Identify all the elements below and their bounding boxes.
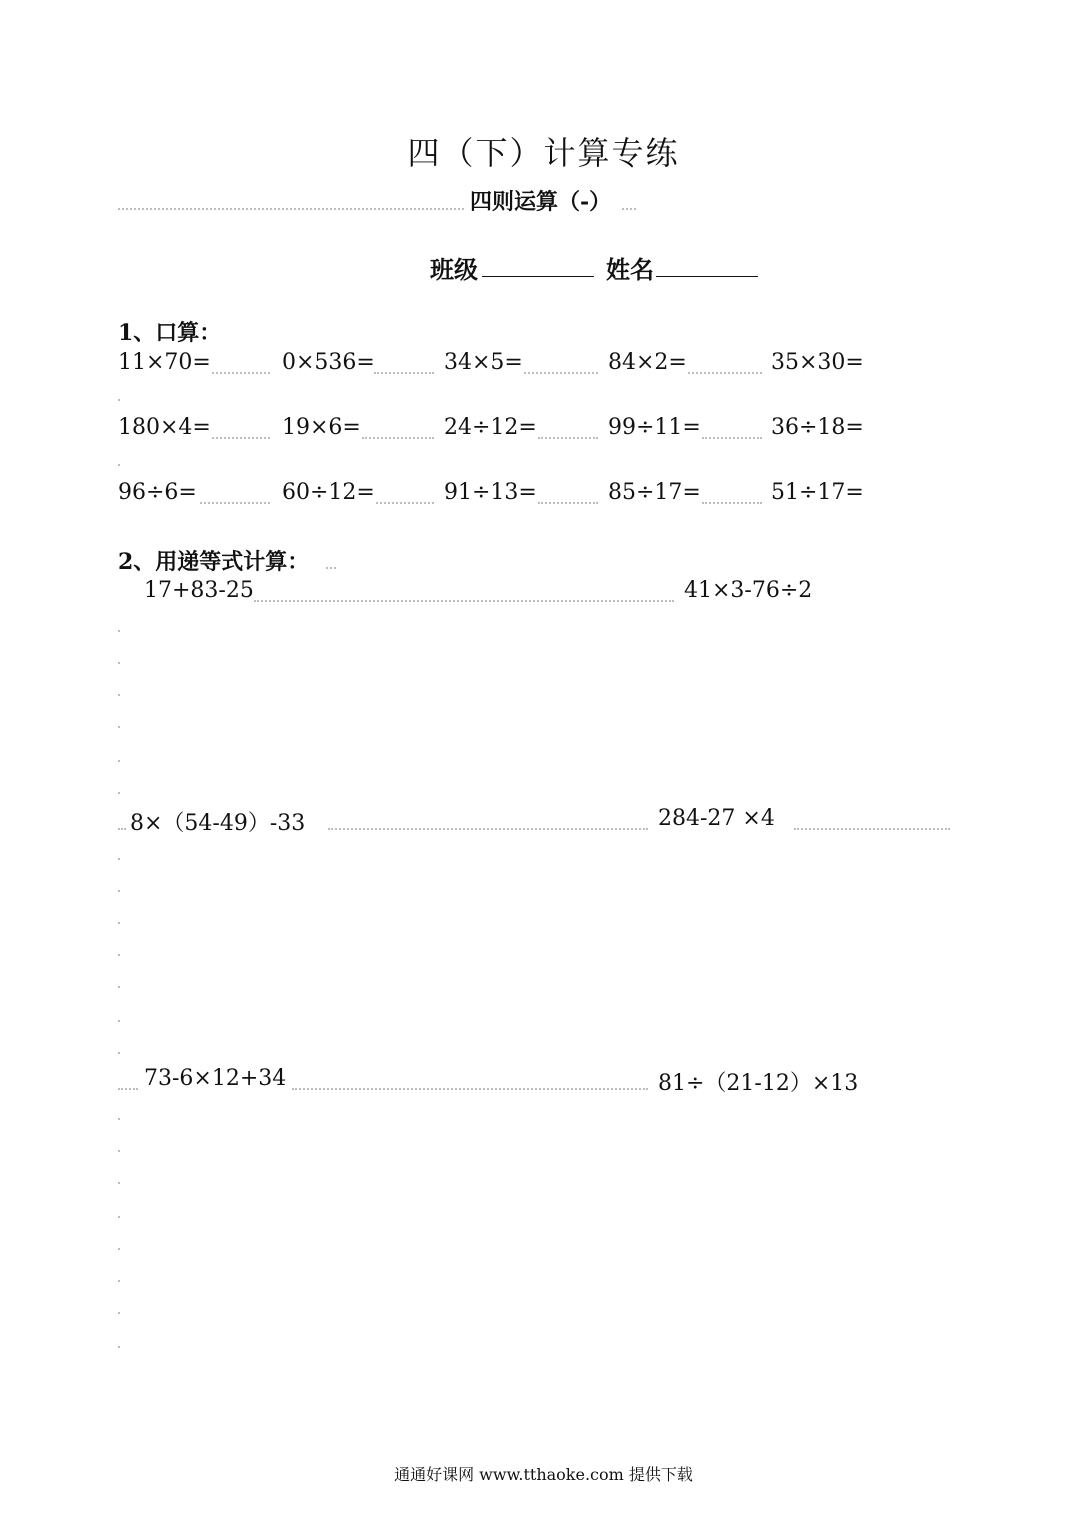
- calc-problem: 8×（54-49）-33: [130, 811, 306, 836]
- oral-item: 0×536=: [282, 350, 375, 375]
- page-footer: 通通好课网 www.tthaoke.com 提供下载: [394, 1465, 693, 1484]
- section1-heading: 1、口算：: [118, 320, 222, 346]
- calc-problem: 284-27 ×4: [658, 806, 775, 831]
- class-blank[interactable]: [482, 250, 594, 277]
- class-label: 班级: [430, 255, 478, 284]
- oral-item: 11×70=: [118, 350, 211, 375]
- oral-item: 85÷17=: [608, 480, 701, 505]
- dotted-leader: [622, 208, 636, 210]
- oral-item: 36÷18=: [771, 415, 864, 440]
- oral-item: 24÷12=: [444, 415, 537, 440]
- oral-item: 34×5=: [444, 350, 523, 375]
- worksheet-title: 四（下）计算专练: [407, 134, 680, 172]
- name-blank[interactable]: [656, 250, 758, 277]
- oral-item: 180×4=: [118, 415, 211, 440]
- oral-item: 84×2=: [608, 350, 687, 375]
- oral-item: 91÷13=: [444, 480, 537, 505]
- oral-item: 19×6=: [282, 415, 361, 440]
- calc-problem: 17+83-25: [144, 578, 254, 603]
- oral-item: 60÷12=: [282, 480, 375, 505]
- oral-item: 35×30=: [771, 350, 864, 375]
- calc-problem: 81÷（21-12）×13: [658, 1071, 859, 1096]
- oral-item: 99÷11=: [608, 415, 701, 440]
- worksheet-subtitle: 四则运算（-）: [470, 189, 612, 215]
- dotted-leader: [118, 208, 464, 210]
- calc-problem: 41×3-76÷2: [684, 578, 813, 603]
- calc-problem: 73-6×12+34: [144, 1066, 287, 1091]
- oral-item: 96÷6=: [118, 480, 197, 505]
- oral-item: 51÷17=: [771, 480, 864, 505]
- section2-heading: 2、用递等式计算：: [118, 549, 310, 575]
- name-label: 姓名: [606, 255, 654, 284]
